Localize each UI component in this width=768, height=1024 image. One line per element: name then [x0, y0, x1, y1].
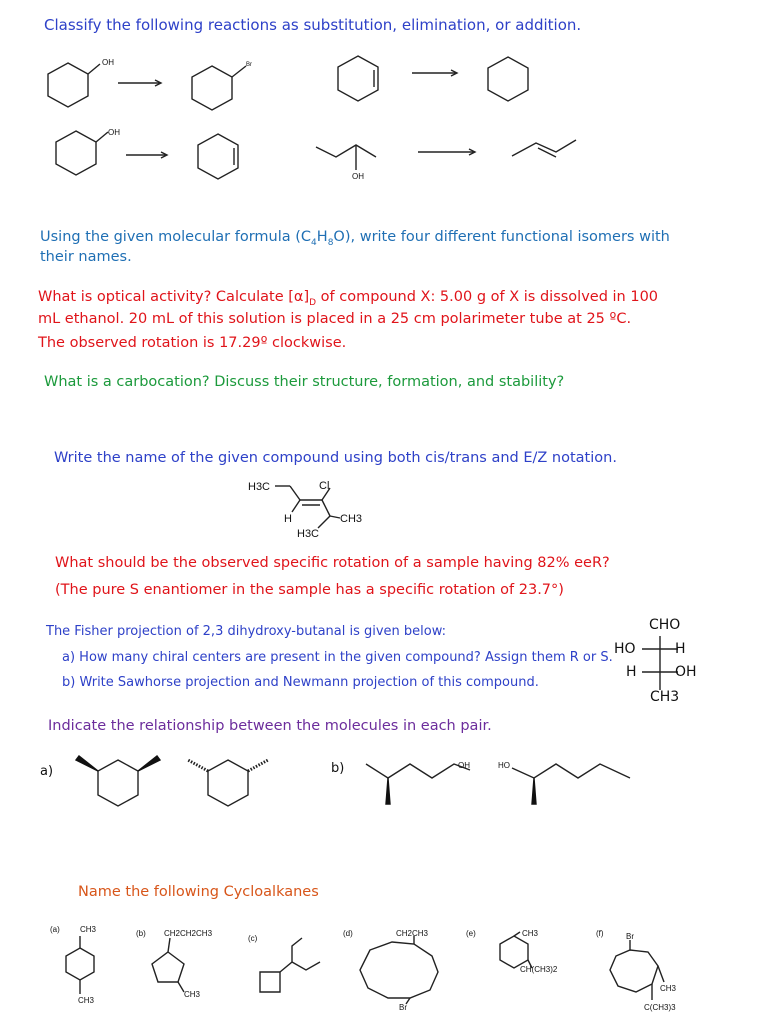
- br-label: Br: [246, 62, 252, 68]
- label-b: (b): [136, 929, 146, 938]
- label-d: (d): [343, 929, 353, 938]
- label-c: (c): [248, 934, 258, 943]
- question-specific-rotation-line2: (The pure S enantiomer in the sample has a specific rotation of 23.7°): [55, 582, 564, 598]
- oh-label-2: OH: [108, 128, 120, 137]
- arrow-3: [126, 152, 167, 158]
- pair-a-molecule-2: [188, 760, 268, 806]
- oh-label: OH: [675, 664, 697, 680]
- question-fisher: The Fisher projection of 2,3 dihydroxy-butanal is given below:: [46, 624, 447, 639]
- b-ch3: CH3: [184, 990, 201, 999]
- f-ch3: CH3: [660, 984, 677, 993]
- question-optical-activity: What is optical activity? Calculate $[\alpha]_D$ of compound X: 5.00 g of X is dissolved in 100: [38, 289, 659, 308]
- label-f: (f): [596, 929, 604, 938]
- arrow-2: [412, 70, 457, 76]
- cyclohexene-structure-2: [198, 134, 238, 179]
- bromocyclohexane-structure: [192, 66, 246, 110]
- question-optical-line3: The observed rotation is 17.29º clockwise.: [38, 335, 347, 351]
- oh-label-1: OH: [102, 58, 114, 67]
- ho-label: HO: [614, 641, 636, 657]
- pair-a-label: a): [40, 764, 54, 779]
- question-cis-trans: Write the name of the given compound using both cis/trans and E/Z notation.: [54, 450, 617, 466]
- cycloalkane-f: [610, 940, 664, 1000]
- e-isopropyl: CH(CH3)2: [520, 965, 558, 974]
- cycloalkane-b: [152, 938, 184, 992]
- cycloalkane-a: [66, 936, 94, 994]
- h-label: H: [284, 513, 292, 525]
- a-ch3-top: CH3: [80, 925, 97, 934]
- arrow-4: [418, 149, 475, 155]
- oh-label-3: OH: [352, 172, 364, 181]
- label-e: (e): [466, 929, 476, 938]
- question-isomers: Using the given molecular formula $(C_4H_8O)$, write four different functional isomers with: [40, 229, 670, 248]
- question-isomers-line2: their names.: [40, 249, 132, 265]
- ho-label-b: HO: [498, 761, 510, 770]
- question-fisher-a: a) How many chiral centers are present in the given compound? Assign them R or S.: [62, 650, 613, 665]
- fischer-projection: [642, 636, 678, 690]
- f-br: Br: [626, 932, 634, 941]
- ch3-fischer-label: CH3: [650, 689, 680, 705]
- cyclohexene-structure: [338, 56, 378, 101]
- cyclohexanol-structure-2: [56, 131, 108, 175]
- h3c-label: H3C: [248, 481, 271, 493]
- h3c-label-2: H3C: [297, 528, 320, 540]
- butene-structure: [512, 140, 576, 157]
- pair-b-molecule-1: [366, 764, 470, 804]
- cho-label: CHO: [649, 617, 681, 633]
- question-carbocation: What is a carbocation? Discuss their structure, formation, and stability?: [44, 374, 565, 390]
- e-ch3: CH3: [522, 929, 539, 938]
- cycloalkane-d: [360, 936, 438, 1004]
- cycloalkane-c: [260, 938, 320, 992]
- cl-label: Cl: [319, 480, 330, 492]
- cyclohexane-structure: [488, 57, 528, 101]
- h-label-2: H: [626, 664, 637, 680]
- d-ethyl: CH2CH3: [396, 929, 429, 938]
- question-relationship: Indicate the relationship between the molecules in each pair.: [48, 718, 492, 734]
- a-ch3-bottom: CH3: [78, 996, 95, 1005]
- d-br: Br: [399, 1003, 407, 1012]
- b-propyl: CH2CH2CH3: [164, 929, 213, 938]
- question-optical-line2: mL ethanol. 20 mL of this solution is placed in a 25 cm polarimeter tube at 25 ºC.: [38, 311, 632, 327]
- butanol-structure: [316, 145, 376, 170]
- h-label-1: H: [675, 641, 686, 657]
- ch3-label: CH3: [340, 513, 363, 525]
- oh-label-b: OH: [458, 761, 470, 770]
- f-tbutyl: C(CH3)3: [644, 1003, 676, 1012]
- question-specific-rotation: What should be the observed specific rotation of a sample having 82% eeR?: [55, 555, 610, 571]
- question-classify: Classify the following reactions as substitution, elimination, or addition.: [44, 16, 582, 34]
- cyclohexanol-structure: [48, 63, 100, 107]
- pair-b-label: b): [331, 761, 345, 776]
- label-a: (a): [50, 925, 60, 934]
- pair-b-molecule-2: [512, 764, 630, 804]
- question-cycloalkanes: Name the following Cycloalkanes: [78, 884, 319, 900]
- arrow-1: [118, 80, 161, 86]
- pair-a-molecule-1: [76, 756, 160, 806]
- question-fisher-b: b) Write Sawhorse projection and Newmann projection of this compound.: [62, 675, 539, 690]
